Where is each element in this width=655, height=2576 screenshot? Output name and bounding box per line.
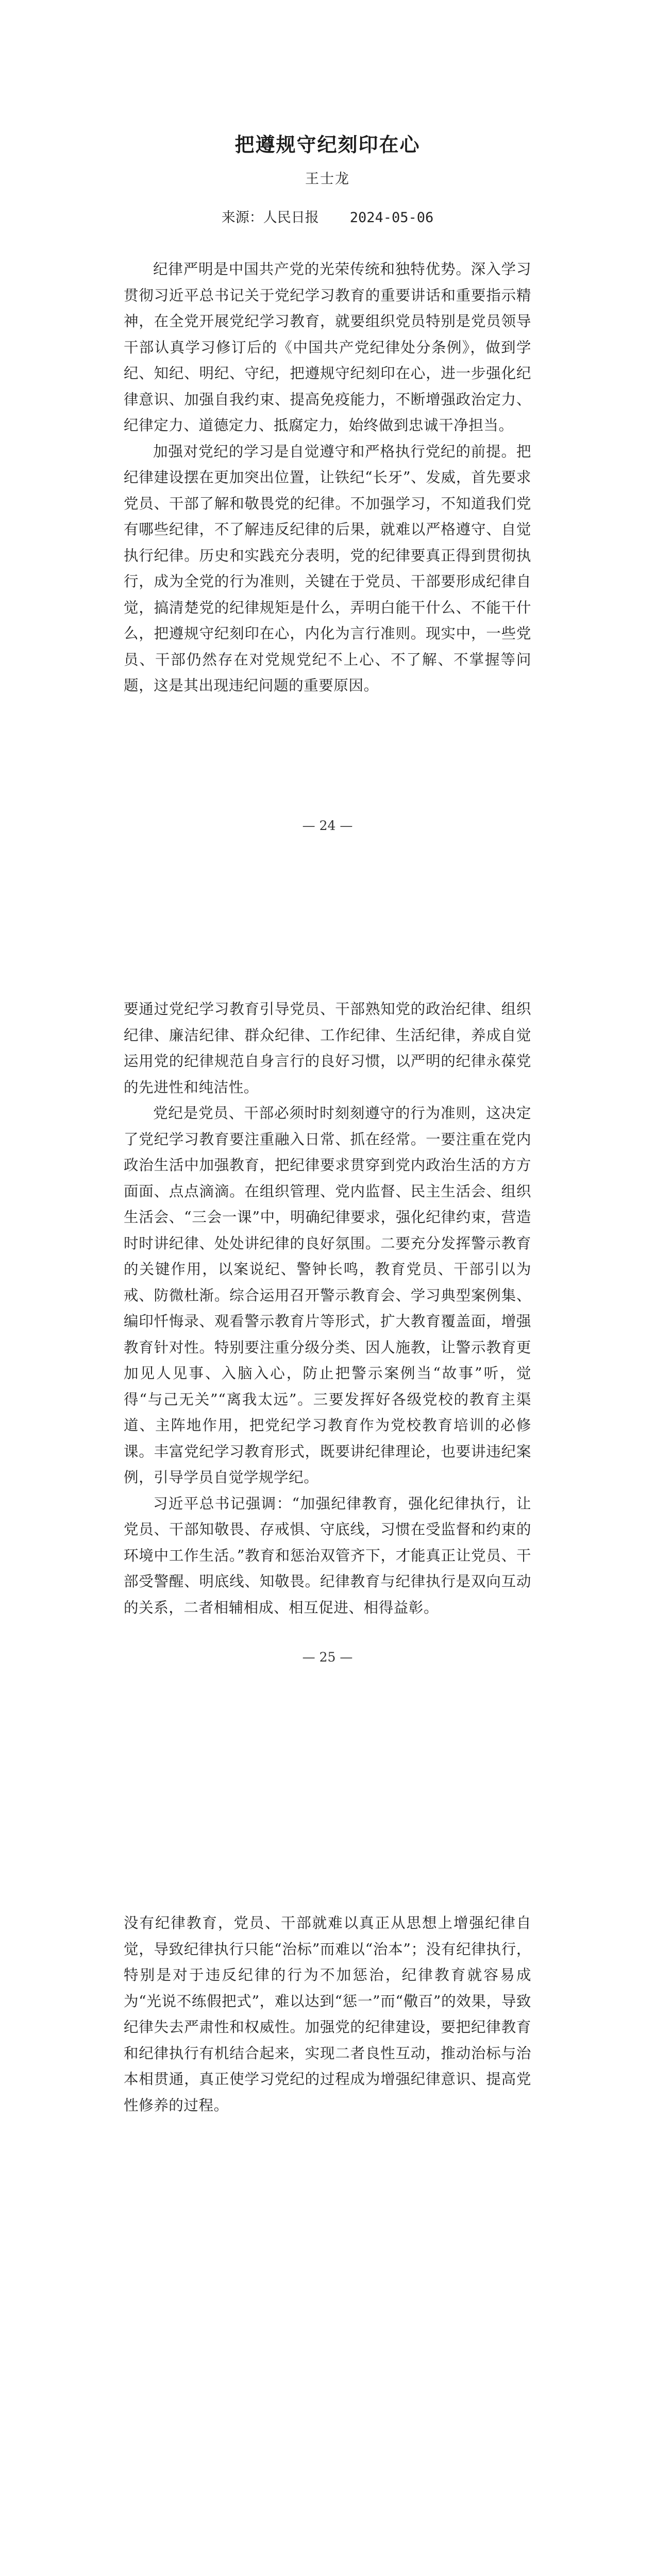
body-paragraph: 纪律严明是中国共产党的光荣传统和独特优势。深入学习贯彻习近平总书记关于党纪学习教育的重要讲话和重要指示精神，在全党开展党纪学习教育，就要组织党员特别是党员领导干部认真学习修订后的《中国共产党纪律处分条例》，做到学纪、知纪、明纪、守纪，把遵规守纪刻印在心，进一步强化纪律意识、加强自我约束、提高免疫能力，不断增强政治定力、纪律定力、道德定力、抵腐定力，始终做到忠诚干净担当。 xyxy=(124,261,531,434)
article-title: 把遵规守纪刻印在心 xyxy=(234,133,421,156)
document-page-3 xyxy=(0,1851,655,2576)
page-body-text xyxy=(124,257,531,699)
body-paragraph: 党纪是党员、干部必须时时刻刻遵守的行为准则，这决定了党纪学习教育要注重融入日常、抓在经常。一要注重在党内政治生活中加强教育，把纪律要求贯穿到党内政治生活的方方面面、点点滴滴。在组织管理、党内监督、民主生活会、组织生活会、“三会一课”中，明确纪律要求，强化纪律约束，营造时时讲纪律、处处讲纪律的良好氛围。二要充分发挥警示教育的关键作用，以案说纪、警钟长鸣，教育党员、干部引以为戒、防微杜渐。综合运用召开警示教育会、学习典型案例集、编印忏悔录、观看警示教育片等形式，扩大教育覆盖面，增强教育针对性。特别要注重分级分类、因人施教，让警示教育更加见人见事、入脑入心，防止把警示案例当“故事”听，觉得“与己无关”“离我太远”。三要发挥好各级党校的教育主渠道、主阵地作用，把党纪学习教育作为党校教育培训的必修课。丰富党纪学习教育形式，既要讲纪律理论，也要讲违纪案例，引导学员自觉学规学纪。 xyxy=(124,1105,531,1486)
article-author: 王士龙 xyxy=(305,171,350,187)
article-date: 2024-05-06 xyxy=(349,210,434,226)
page-body-text xyxy=(124,996,531,1621)
page-number: — 25 — xyxy=(302,1650,353,1665)
body-paragraph-continued: 没有纪律教育，党员、干部就难以真正从思想上增强纪律自觉，导致纪律执行只能“治标”而难以“治本”；没有纪律执行，特别是对于违反纪律的行为不加惩治，纪律教育就容易成为“光说不练假把式”，难以达到“惩一”而“儆百”的效果，导致纪律失去严肃性和权威性。加强党的纪律建设，要把纪律教育和纪律执行有机结合起来，实现二者良性互动，推动治标与治本相贯通，真正使学习党纪的过程成为增强纪律意识、提高党性修养的过程。 xyxy=(124,1914,532,2114)
body-paragraph: 习近平总书记强调：“加强纪律教育，强化纪律执行，让党员、干部知敬畏、存戒惧、守底线，习惯在受监督和约束的环境中工作生活。”教育和惩治双管齐下，才能真正让党员、干部受警醒、明底线、知敬畏。纪律教育与纪律执行是双向互动的关系，二者相辅相成、相互促进、相得益彰。 xyxy=(124,1495,531,1616)
article-meta xyxy=(0,206,655,226)
page-number: — 24 — xyxy=(302,818,353,833)
document-page-1 xyxy=(0,0,655,925)
body-paragraph: 加强对党纪的学习是自觉遵守和严格执行党纪的前提。把纪律建设摆在更加突出位置，让铁纪“长牙”、发威，首先要求党员、干部了解和敬畏党的纪律。不加强学习，不知道我们党有哪些纪律，不了解违反纪律的后果，就难以严格遵守、自觉执行纪律。历史和实践充分表明，党的纪律要真正得到贯彻执行，成为全党的行为准则，关键在于党员、干部要形成纪律自觉，搞清楚党的纪律规矩是什么，弄明白能干什么、不能干什么，把遵规守纪刻印在心，内化为言行准则。现实中，一些党员、干部仍然存在对党规党纪不上心、不了解、不掌握等问题，这是其出现违纪问题的重要原因。 xyxy=(124,443,531,694)
document-page-2 xyxy=(0,925,655,1851)
page-body-text xyxy=(124,1910,531,2119)
body-paragraph-continued: 要通过党纪学习教育引导党员、干部熟知党的政治纪律、组织纪律、廉洁纪律、群众纪律、工作纪律、生活纪律，养成自觉运用党的纪律规范自身言行的良好习惯，以严明的纪律永葆党的先进性和纯洁性。 xyxy=(124,1001,531,1096)
article-source: 来源：人民日报 xyxy=(221,210,319,226)
